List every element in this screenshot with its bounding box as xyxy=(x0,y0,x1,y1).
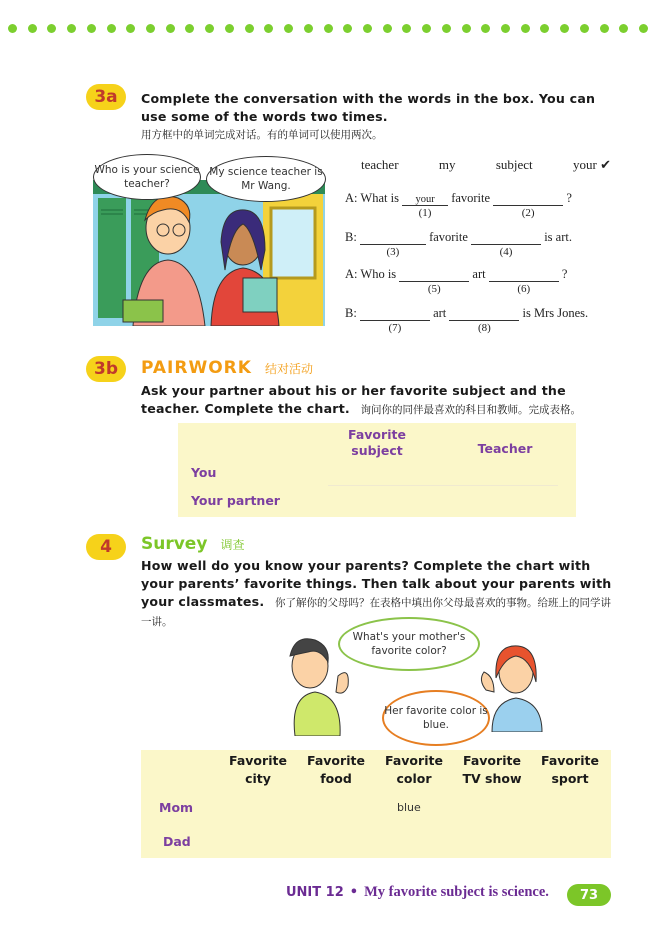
header-favorite-food: Favorite food xyxy=(307,753,365,786)
word-box-item: teacher xyxy=(361,157,399,172)
line-prefix: A: Who is xyxy=(345,267,397,281)
instruction-4-text: How well do you know your parents? Complete the chart with your parents’ favorite things. Then talk about your parents with your classmates. xyxy=(141,558,612,609)
pairwork-chart xyxy=(178,423,576,517)
border-dot xyxy=(363,24,372,33)
survey-heading-cn: 调查 xyxy=(220,538,245,552)
heading-3b xyxy=(141,358,313,378)
header-favorite-tv-show: Favorite TV show xyxy=(462,753,522,786)
line-end: ? xyxy=(566,191,572,205)
instruction-3b-cn: 询问你的同伴最喜欢的科目和教师。完成表格。 xyxy=(360,404,582,416)
chart-header-teacher: Teacher xyxy=(477,441,533,456)
border-dot xyxy=(304,24,313,33)
border-dot xyxy=(560,24,569,33)
border-dot xyxy=(619,24,628,33)
border-dot xyxy=(264,24,273,33)
border-dot xyxy=(146,24,155,33)
word-box-item: subject xyxy=(495,157,533,172)
chart-cells-dad[interactable] xyxy=(219,828,611,858)
mom-color-value: blue xyxy=(397,801,421,814)
footer-bullet: • xyxy=(349,885,359,900)
blank-5[interactable]: (5) xyxy=(399,267,469,282)
border-dot xyxy=(639,24,648,33)
instruction-3b-text: Ask your partner about his or her favorite subject and the teacher. Complete the chart. xyxy=(141,383,566,416)
line-prefix: B: xyxy=(345,306,357,320)
word-box-item: your ✔ xyxy=(573,157,611,172)
border-dot xyxy=(28,24,37,33)
conversation-line-1 xyxy=(345,191,620,219)
blank-3[interactable]: (3) xyxy=(360,230,426,245)
border-dot xyxy=(107,24,116,33)
blank-4[interactable]: (4) xyxy=(471,230,541,245)
border-dot xyxy=(580,24,589,33)
instruction-3b xyxy=(141,382,621,419)
line-end: is Mrs Jones. xyxy=(522,306,589,320)
border-dot xyxy=(600,24,609,33)
line-end: ? xyxy=(561,267,568,281)
border-dot xyxy=(284,24,293,33)
conversation-line-4 xyxy=(345,306,635,334)
word-box-item: my xyxy=(438,157,456,172)
pairwork-heading-cn: 结对活动 xyxy=(265,362,314,376)
border-dot xyxy=(245,24,254,33)
chart-row-you: You xyxy=(191,465,217,480)
line-prefix: B: xyxy=(345,230,357,244)
chart-row-partner: Your partner xyxy=(191,493,280,508)
border-dot xyxy=(481,24,490,33)
instruction-3a-cn: 用方框中的单词完成对话。有的单词可以使用两次。 xyxy=(141,129,383,141)
chart-cell-you[interactable] xyxy=(328,459,558,486)
footer-unit: UNIT 12 xyxy=(286,885,344,900)
border-dot xyxy=(8,24,17,33)
blank-8[interactable]: (8) xyxy=(449,306,519,321)
border-dot xyxy=(225,24,234,33)
survey-chart xyxy=(141,750,611,858)
instruction-4-cn: 你了解你的父母吗？在表格中填出你父母最喜欢的事物。给班上的同学讲一讲。 xyxy=(141,597,611,628)
survey-heading: Survey xyxy=(141,534,208,554)
survey-chart-headers xyxy=(219,752,611,788)
line-word: art xyxy=(433,306,447,320)
pairwork-heading: PAIRWORK xyxy=(141,358,252,378)
line-word: favorite xyxy=(429,230,468,244)
border-dot xyxy=(402,24,411,33)
border-dot xyxy=(126,24,135,33)
badge-3b: 3b xyxy=(86,356,126,382)
border-dot xyxy=(67,24,76,33)
header-favorite-city: Favorite city xyxy=(229,753,287,786)
speech-bubble-left: Who is your science teacher? xyxy=(93,154,201,200)
conversation-line-2 xyxy=(345,230,620,258)
heading-4 xyxy=(141,534,245,554)
line-word: art xyxy=(472,267,486,281)
chart-row-dad: Dad xyxy=(163,834,191,849)
badge-3a: 3a xyxy=(86,84,126,110)
border-dot xyxy=(521,24,530,33)
speech-bubble-question: What's your mother's favorite color? xyxy=(338,617,480,671)
chart-row-mom: Mom xyxy=(159,800,194,815)
badge-4: 4 xyxy=(86,534,126,560)
word-box xyxy=(361,157,611,173)
blank-1[interactable]: your (1) xyxy=(402,191,448,206)
border-dot xyxy=(166,24,175,33)
border-dot xyxy=(462,24,471,33)
border-dot xyxy=(501,24,510,33)
footer-title: My favorite subject is science. xyxy=(364,884,549,900)
border-dot xyxy=(383,24,392,33)
blank-7[interactable]: (7) xyxy=(360,306,430,321)
page-footer xyxy=(286,884,549,901)
page-number: 73 xyxy=(567,884,611,906)
chart-header-favorite-subject: Favorite subject xyxy=(348,427,406,458)
border-dot xyxy=(87,24,96,33)
border-dot xyxy=(47,24,56,33)
border-dot xyxy=(205,24,214,33)
header-favorite-color: Favorite color xyxy=(385,753,443,786)
speech-bubble-right: My science teacher is Mr Wang. xyxy=(206,156,326,202)
chart-cell-partner[interactable] xyxy=(328,487,558,513)
blank-2[interactable]: (2) xyxy=(493,191,563,206)
border-dot xyxy=(343,24,352,33)
border-dot xyxy=(185,24,194,33)
header-favorite-sport: Favorite sport xyxy=(541,753,599,786)
border-dot xyxy=(540,24,549,33)
blank-6[interactable]: (6) xyxy=(489,267,559,282)
border-dot xyxy=(324,24,333,33)
border-dot xyxy=(422,24,431,33)
instruction-3a xyxy=(141,90,621,144)
line-prefix: A: What is xyxy=(345,191,399,205)
conversation-line-3 xyxy=(345,267,620,295)
border-dot xyxy=(442,24,451,33)
top-dot-border xyxy=(8,24,648,38)
instruction-3a-text: Complete the conversation with the words in the box. You can use some of the words two times. xyxy=(141,91,596,124)
line-end: is art. xyxy=(544,230,572,244)
speech-bubble-answer: Her favorite color is blue. xyxy=(382,690,490,746)
line-word: favorite xyxy=(451,191,491,205)
